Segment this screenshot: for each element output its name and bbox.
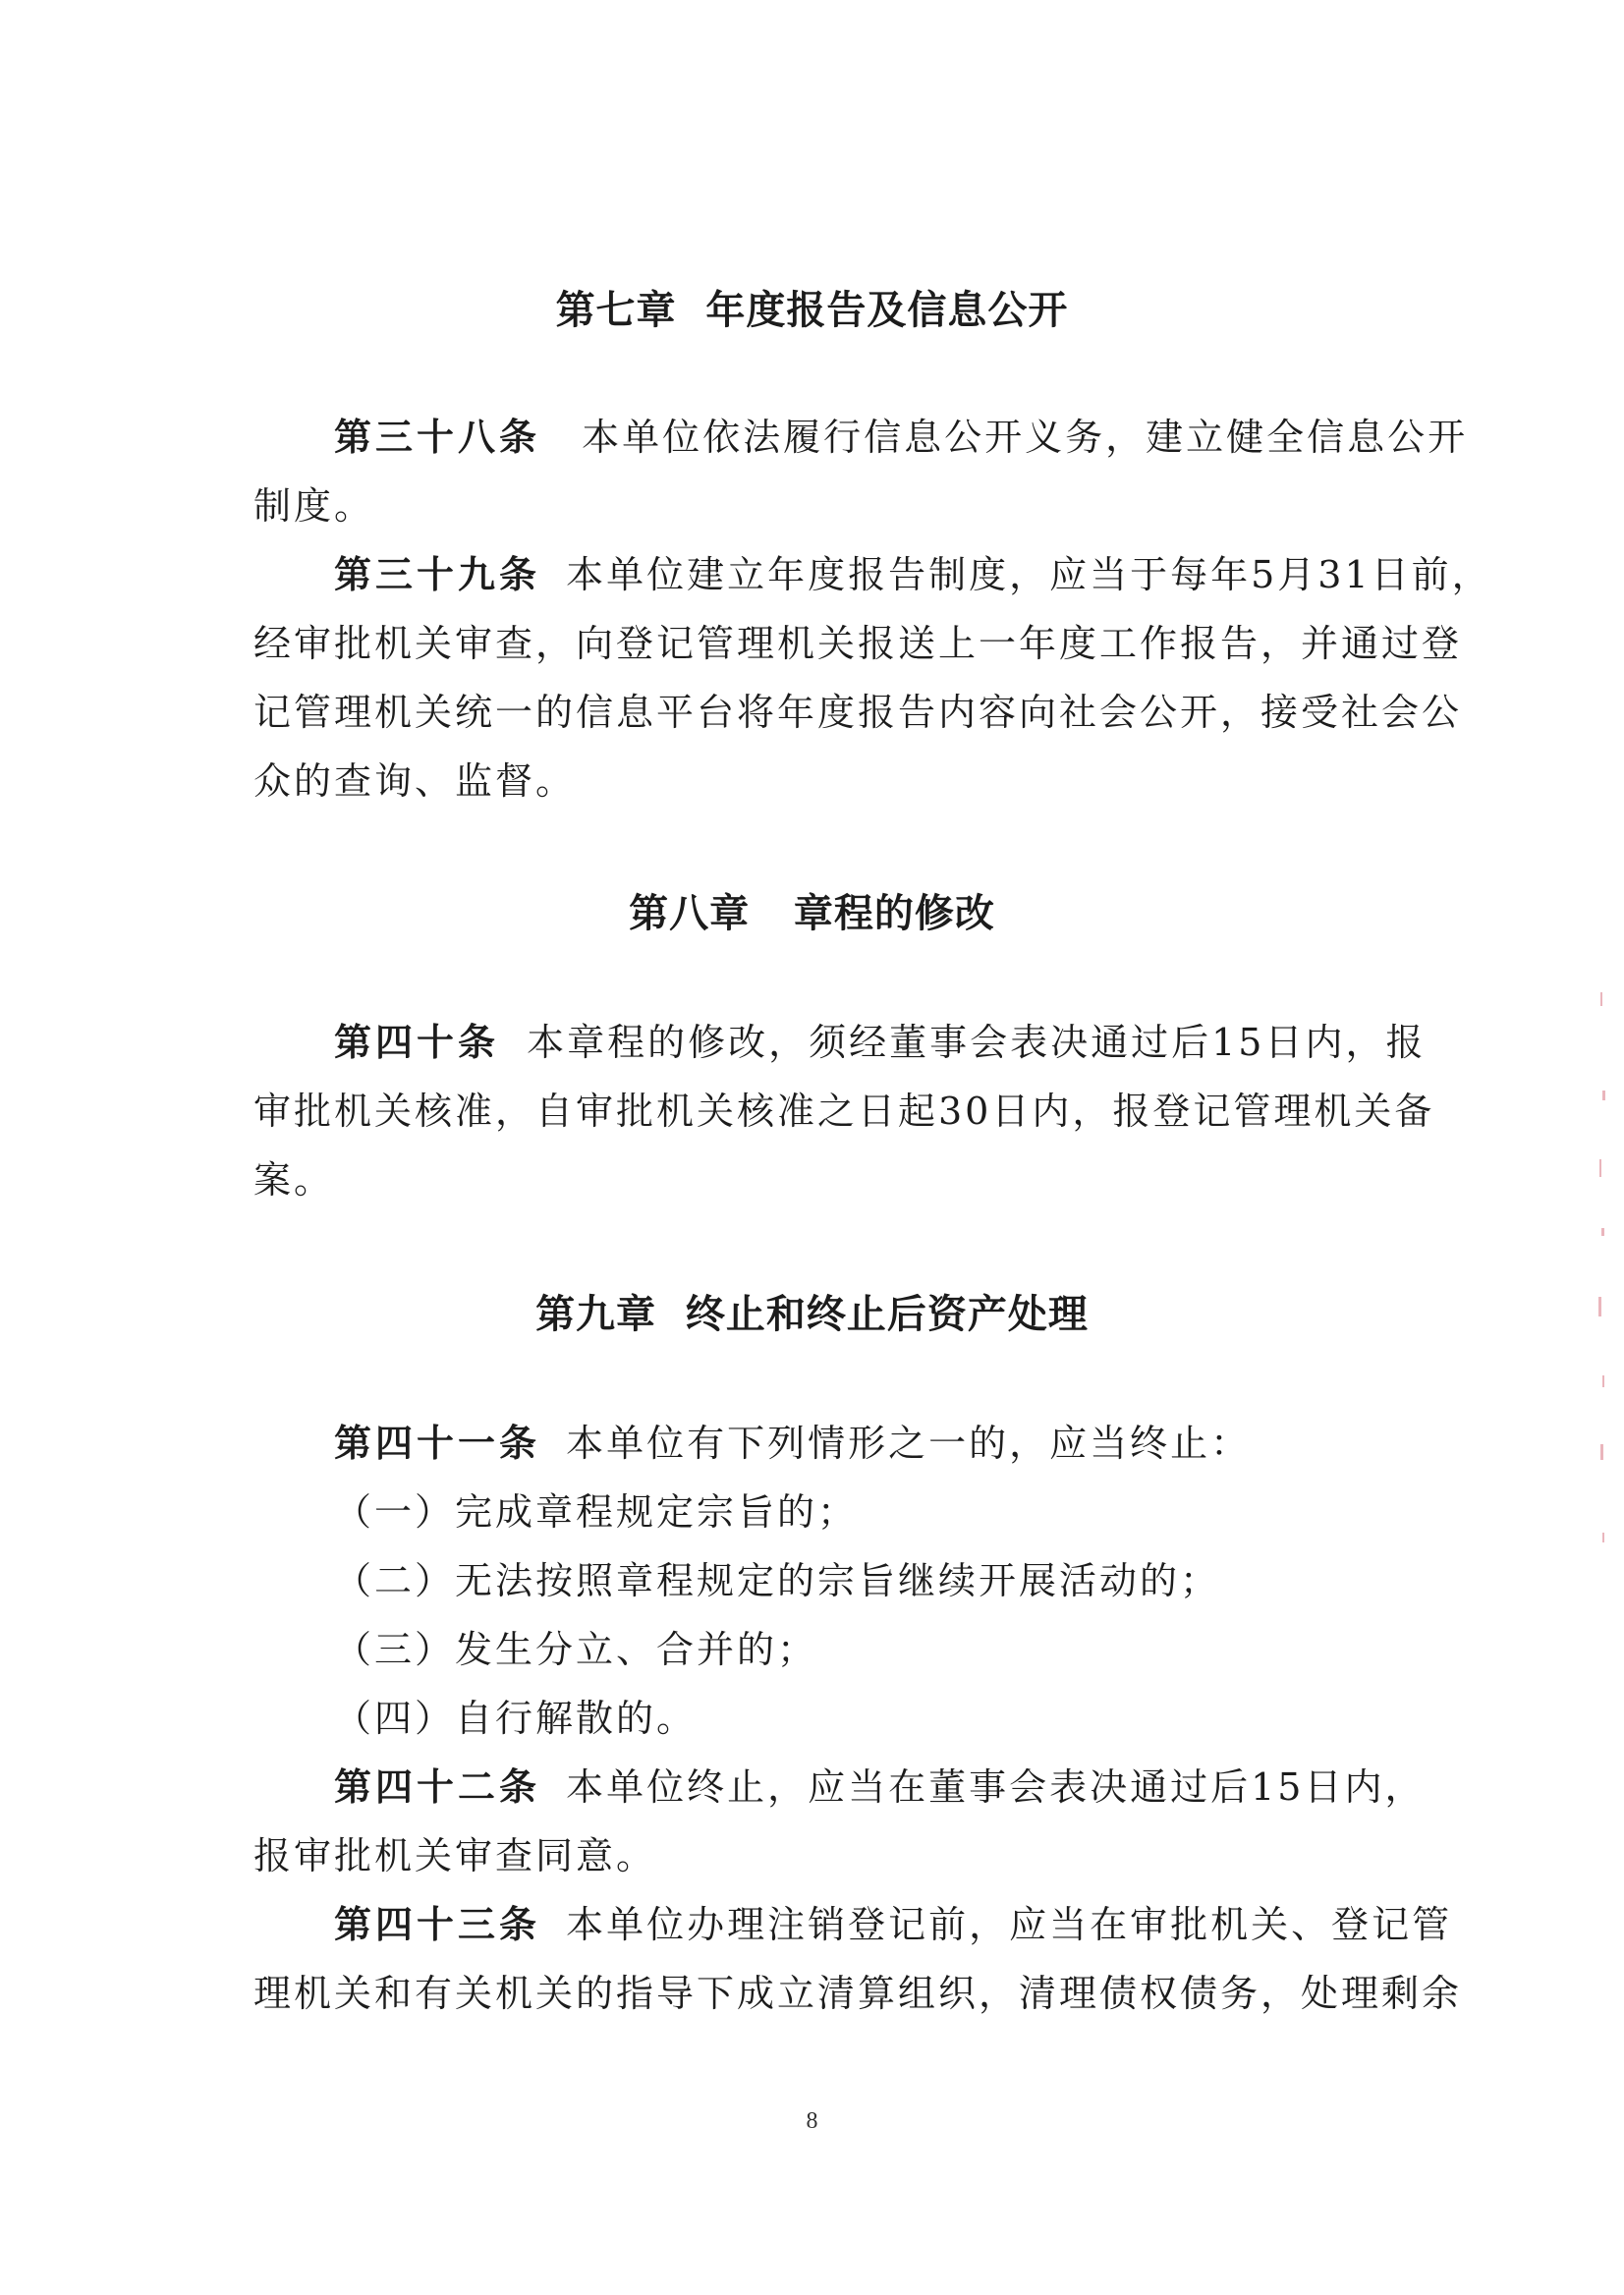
article-38-line-1 [334,413,1469,462]
article-41-label: 第四十一条 [334,1422,541,1465]
article-40-line-1 [334,1018,1427,1067]
article-40-line-2: 审批机关核准，自审批机关核准之日起30日内，报登记管理机关备 [253,1090,1435,1133]
chapter-7-heading: 第七章 年度报告及信息公开 [555,288,1069,333]
article-40-label: 第四十条 [334,1021,500,1064]
article-41-item-4: （四）自行解散的。 [334,1697,698,1740]
article-41-item-3: （三）发生分立、合并的； [334,1628,818,1671]
seal-edge-mark [1596,982,1610,1572]
article-39-label: 第三十九条 [334,553,541,596]
article-42-line-1 [334,1763,1426,1812]
article-39-text-1: 本单位建立年度报告制度，应当于每年5月31日前， [566,553,1492,596]
article-39-line-1 [334,550,1492,599]
article-43-label: 第四十三条 [334,1903,541,1946]
article-39-line-3: 记管理机关统一的信息平台将年度报告内容向社会公开，接受社会公 [253,691,1463,734]
article-40-text-1: 本章程的修改，须经董事会表决通过后15日内，报 [527,1021,1427,1064]
article-41-item-2: （二）无法按照章程规定的宗旨继续开展活动的； [334,1559,1221,1602]
article-38-label: 第三十八条 [334,416,541,459]
article-43-text-1: 本单位办理注销登记前，应当在审批机关、登记管 [566,1903,1453,1946]
chapter-9-heading: 第九章 终止和终止后资产处理 [535,1292,1089,1337]
article-38-text-1: 本单位依法履行信息公开义务，建立健全信息公开 [582,416,1469,459]
article-38-text-2: 制度。 [253,484,375,528]
article-42-line-2: 报审批机关审查同意。 [253,1834,657,1877]
article-39-line-2: 经审批机关审查，向登记管理机关报送上一年度工作报告，并通过登 [253,622,1463,665]
article-41-line-1 [334,1419,1375,1468]
article-43-line-2: 理机关和有关机关的指导下成立清算组织，清理债权债务，处理剩余 [253,1972,1463,2015]
article-41-item-1: （一）完成章程规定宗旨的； [334,1490,859,1534]
article-40-line-3: 案。 [253,1158,335,1202]
article-39-line-4: 众的查询、监督。 [253,759,577,803]
chapter-8-heading: 第八章 章程的修改 [629,891,995,936]
article-38-line-2 [253,481,1373,531]
article-42-text-1: 本单位终止，应当在董事会表决通过后15日内， [566,1765,1426,1809]
page-number: 8 [806,2108,818,2134]
article-43-line-1 [334,1900,1453,1949]
article-42-label: 第四十二条 [334,1765,541,1809]
article-41-text-1: 本单位有下列情形之一的，应当终止： [566,1422,1252,1465]
